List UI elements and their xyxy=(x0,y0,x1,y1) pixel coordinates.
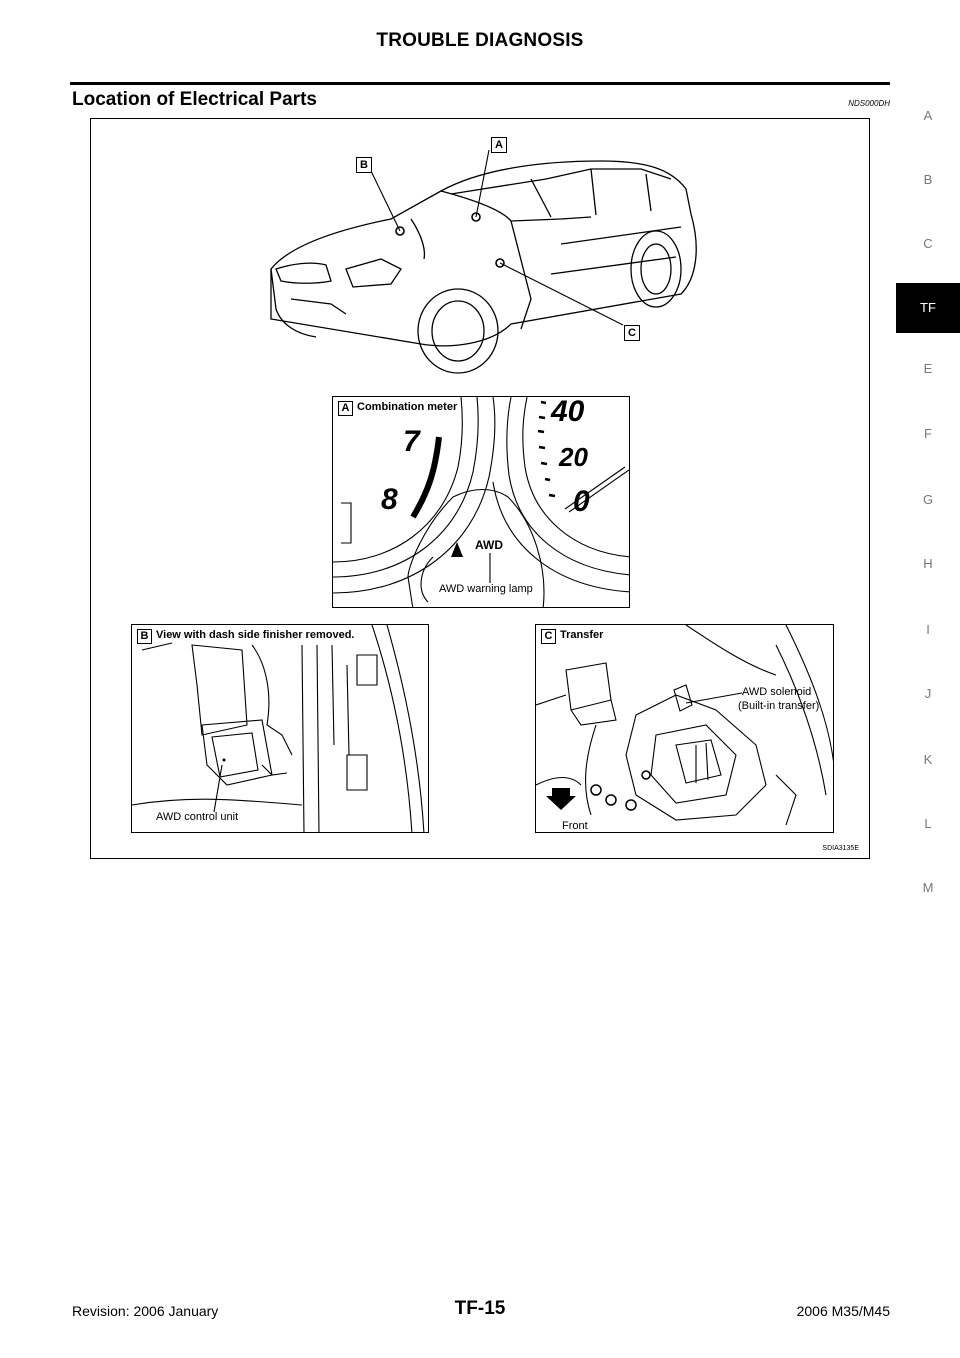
side-tab-tf[interactable]: TF xyxy=(896,283,960,333)
gauge-number-40: 40 xyxy=(551,396,585,428)
header-rule xyxy=(70,82,890,85)
panel-combination-meter xyxy=(332,396,630,608)
panel-c-letter: C xyxy=(541,629,556,644)
side-tab-a[interactable]: A xyxy=(923,108,933,123)
dash-side-drawing xyxy=(132,625,429,833)
gauge-number-7: 7 xyxy=(403,425,420,458)
side-tab-f[interactable]: F xyxy=(924,426,932,441)
footer-revision: Revision: 2006 January xyxy=(72,1303,219,1319)
side-tab-j[interactable]: J xyxy=(924,686,932,701)
side-tab-k[interactable]: K xyxy=(923,752,933,767)
side-tab-m[interactable]: M xyxy=(922,880,934,895)
page-header-title: TROUBLE DIAGNOSIS xyxy=(376,30,584,51)
figure-code: SDIA3135E xyxy=(822,845,859,852)
awd-lamp-text: AWD xyxy=(475,538,503,552)
panel-dash-side xyxy=(131,624,429,833)
transfer-drawing xyxy=(536,625,834,833)
side-tab-i[interactable]: I xyxy=(926,622,930,637)
panel-transfer xyxy=(535,624,834,833)
panel-b-title: View with dash side finisher removed. xyxy=(156,629,355,641)
built-in-transfer-label: (Built-in transfer) xyxy=(738,700,820,712)
gauge-number-8: 8 xyxy=(381,483,398,516)
footer-model: 2006 M35/M45 xyxy=(796,1303,890,1319)
side-tab-l[interactable]: L xyxy=(924,816,932,831)
awd-control-unit-label: AWD control unit xyxy=(156,811,239,823)
gauge-number-20: 20 xyxy=(559,442,588,472)
side-tab-g[interactable]: G xyxy=(922,492,934,507)
callout-b: B xyxy=(356,157,372,173)
front-label: Front xyxy=(562,820,588,832)
section-title: Location of Electrical Parts xyxy=(72,89,317,110)
car-illustration xyxy=(91,119,868,389)
section-code: NDS000DH xyxy=(848,99,890,108)
side-tab-b[interactable]: B xyxy=(923,172,933,187)
footer-page-number: TF-15 xyxy=(454,1298,506,1319)
awd-solenoid-label: AWD solenoid xyxy=(742,686,812,698)
callout-a: A xyxy=(491,137,507,153)
panel-a-title: Combination meter xyxy=(357,401,458,413)
side-tab-e[interactable]: E xyxy=(923,361,933,376)
panel-a-letter: A xyxy=(338,401,353,416)
callout-c: C xyxy=(624,325,640,341)
gauge-number-0: 0 xyxy=(573,485,590,518)
side-tab-h[interactable]: H xyxy=(923,556,933,571)
side-tab-c[interactable]: C xyxy=(923,236,933,251)
panel-c-title: Transfer xyxy=(560,629,604,641)
awd-warning-lamp-label: AWD warning lamp xyxy=(439,583,533,595)
panel-b-letter: B xyxy=(137,629,152,644)
electrical-parts-figure xyxy=(90,118,870,859)
